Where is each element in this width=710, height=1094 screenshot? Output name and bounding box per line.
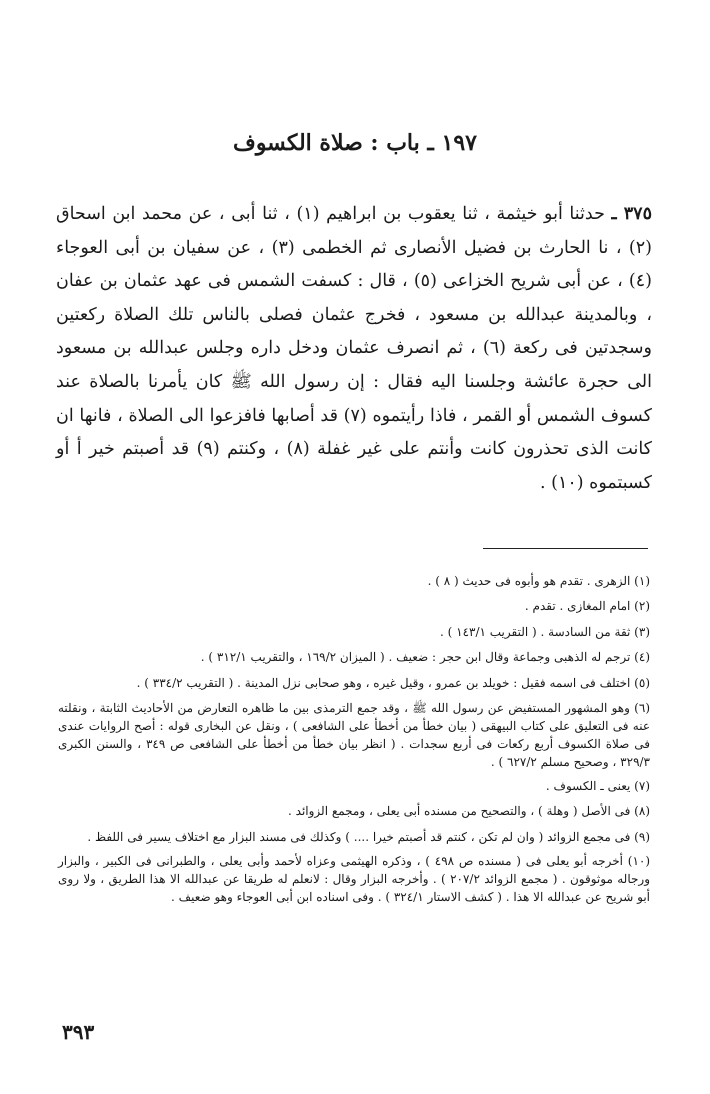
hadith-number: ٣٧٥ ـ	[611, 204, 652, 224]
footnote-6: (٦) وهو المشهور المستفيض عن رسول الله ﷺ ، وقد جمع الترمذى بين ما ظاهره التعارض من الأحاديث الثابتة ، ونقلته عنه فى التعليق على كتاب البيهقى ( بيان خطأ من أخطأ على الشافعى ) ، ونقل عن البخارى قوله : أصح الروايات عندى فى صلاة الكسوف أربع ركعات فى أربع سجدات . ( انظر بيان خطأ من أخطأ على الشافعى ص ٣٤٩ ، والسنن الكبرى ٣٢٩/٣ ، وصحيح مسلم ٦٢٧/٢ ) .	[58, 700, 650, 769]
footnote-9: (٩) فى مجمع الزوائد ( وان لم تكن ، كنتم قد أصبتم خيرا .... ) وكذلك فى مسند البزار مع اختلاف يسير فى اللفظ .	[87, 829, 650, 844]
footnote-7: (٧) يعنى ـ الكسوف .	[545, 778, 650, 793]
footnote-8: (٨) فى الأصل ( وهلة ) ، والتصحيح من مسنده أبى يعلى ، ومجمع الزوائد .	[288, 804, 650, 819]
hadith-text: حدثنا أبو خيثمة ، ثنا يعقوب بن ابراهيم (١) ، ثنا أبى ، عن محمد ابن اسحاق (٢) ، نا الحارث بن فضيل الأنصارى ثم الخطمى (٣) ، عن سفيان بن أبى العوجاء (٤) ، عن أبى شريح الخزاعى (٥) ، قال : كسفت الشمس فى عهد عثمان بن عفان ، وبالمدينة عبدالله بن مسعود ، فخرج عثمان فصلى بالناس تلك الصلاة ركعتين وسجدتين فى ركعة (٦) ، ثم انصرف عثمان ودخل داره وجلس عبدالله بن مسعود الى حجرة عائشة وجلسنا اليه فقال : إن رسول الله ﷺ كان يأمرنا بالصلاة عند كسوف الشمس أو القمر ، فاذا رأيتموه (٧) قد أصابها فافزعوا الى الصلاة ، فانها ان كانت الذى تحذرون كانت وأنتم على غير غفلة (٨) ، وكنتم (٩) قد أصبتم خير أ أو كسبتموه (١٠) .	[56, 204, 652, 493]
footnote-3: (٣) ثقة من السادسة . ( التقريب ١٤٣/١ ) .	[440, 624, 650, 639]
chapter-title: ١٩٧ ـ باب : صلاة الكسوف	[233, 130, 477, 156]
footnote-divider	[483, 548, 648, 549]
footnote-10: (١٠) أخرجه أبو يعلى فى ( مسنده ص ٤٩٨ ) ، وذكره الهيثمى وعزاه لأحمد وأبى يعلى ، والطبرانى فى الكبير ، والبزار ورجاله موثوقون . ( مجمع الزوائد ٢٠٧/٢ ) . وأخرجه البزار وقال : لانعلم له طريقا عن عبدالله الا هذا الطريق ، ولا روى أبو شريح عن عبدالله الا هذا . ( كشف الاستار ٣٢٤/١ ) . وفى اسناده ابن أبى العوجاء وهو ضعيف .	[58, 853, 651, 904]
footnote-5: (٥) اختلف فى اسمه فقيل : خويلد بن عمرو ، وقيل غيره ، وهو صحابى نزل المدينة . ( التقريب ٣٣٤/٢ ) .	[136, 675, 650, 690]
footnotes-list	[58, 572, 650, 912]
footnote-4: (٤) ترجم له الذهبى وجماعة وقال ابن حجر : ضعيف . ( الميزان ١٦٩/٢ ، والتقريب ٣١٢/١ ) .	[200, 650, 650, 665]
page-number: ٣٩٣	[62, 1020, 95, 1044]
footnote-1: (١) الزهرى . تقدم هو وأبوه فى حديث ( ٨ ) .	[427, 574, 650, 588]
hadith-paragraph	[56, 198, 652, 500]
footnote-2: (٢) امام المغازى . تقدم .	[524, 599, 650, 614]
